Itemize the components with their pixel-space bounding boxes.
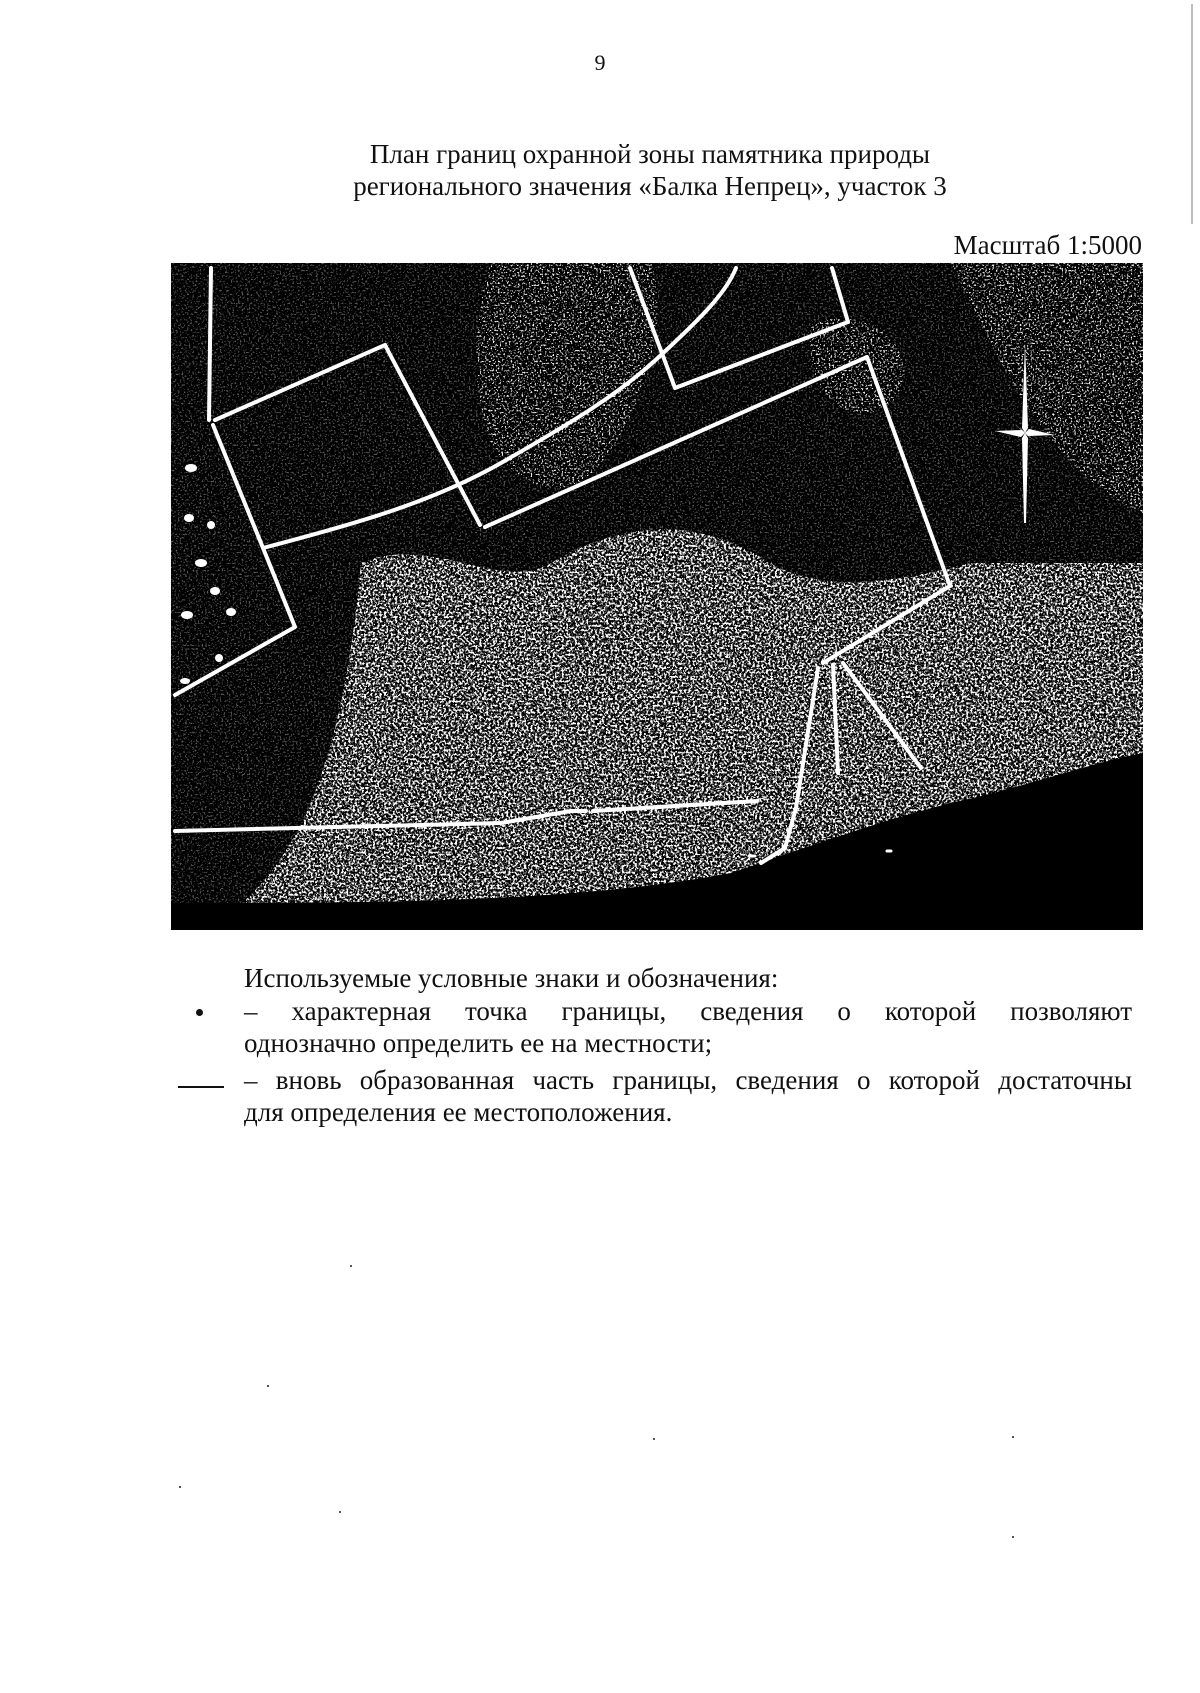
dot-icon [196, 1009, 203, 1016]
scan-speck [339, 1511, 341, 1513]
scan-speck [267, 1385, 269, 1387]
boundary-map [171, 263, 1143, 930]
scale-label: Масштаб 1:5000 [953, 230, 1142, 260]
scan-speck [1012, 1436, 1014, 1438]
scan-speck [179, 1486, 181, 1488]
legend-item-line-1: – вновь образованная часть границы, сведения о которой достаточны [244, 1065, 1132, 1095]
scan-speck [1012, 1536, 1014, 1538]
page-title [300, 138, 1000, 202]
scan-artifact-line [1191, 4, 1193, 224]
scan-speck [653, 1438, 655, 1440]
page-number: 9 [594, 50, 606, 75]
legend-item-new-boundary [244, 1064, 1132, 1128]
title-line-1: План границ охранной зоны памятника природы [369, 139, 931, 169]
map-image [171, 263, 1143, 930]
legend-item-line-1: – характерная точка границы, сведения о которой позволяют [244, 996, 1132, 1026]
line-icon [178, 1086, 224, 1088]
scan-speck [350, 1265, 352, 1267]
title-line-2: регионального значения «Балка Непрец», участок 3 [353, 171, 947, 201]
legend-item-line-2: однозначно определить ее на местности; [244, 1028, 713, 1058]
legend-heading: Используемые условные знаки и обозначения: [244, 963, 779, 993]
legend-item-line-2: для определения ее местоположения. [244, 1097, 673, 1127]
legend-item-characteristic-point [244, 995, 1132, 1059]
